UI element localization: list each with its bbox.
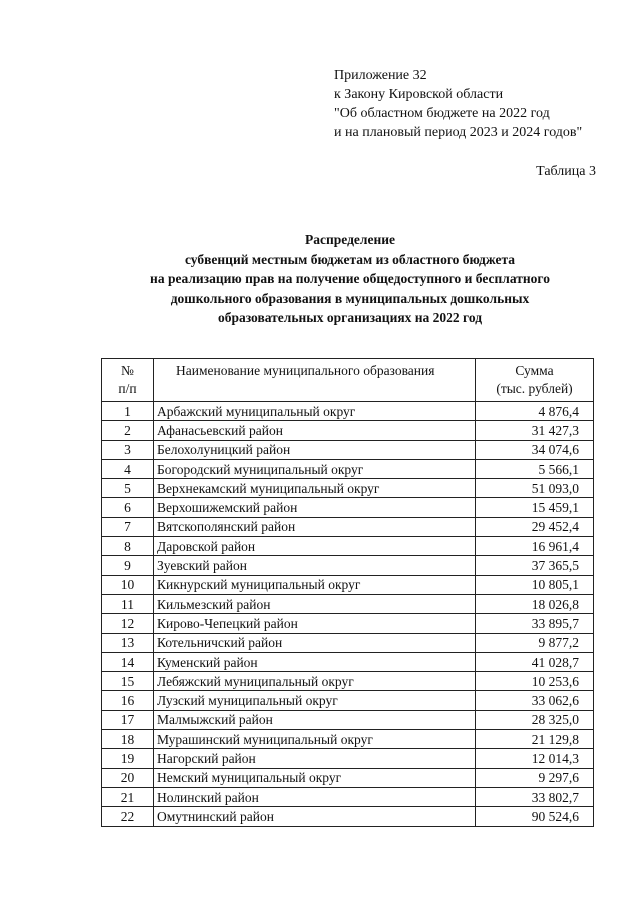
header-amount: Сумма (тыс. рублей) — [476, 359, 594, 402]
row-number: 8 — [102, 537, 154, 556]
appendix-line: "Об областном бюджете на 2022 год — [334, 106, 550, 121]
row-number: 22 — [102, 807, 154, 826]
title-line: дошкольного образования в муниципальных дошкольных — [170, 290, 530, 306]
row-number: 15 — [102, 672, 154, 691]
row-number: 18 — [102, 730, 154, 749]
table-row — [102, 730, 594, 749]
row-municipality: Нагорский район — [154, 749, 476, 768]
table-row — [102, 652, 594, 671]
row-amount: 34 074,6 — [476, 440, 594, 459]
row-number: 10 — [102, 575, 154, 594]
row-amount: 15 459,1 — [476, 498, 594, 517]
row-municipality: Котельничский район — [154, 633, 476, 652]
row-amount: 29 452,4 — [476, 517, 594, 536]
table-row — [102, 402, 594, 421]
row-amount: 37 365,5 — [476, 556, 594, 575]
table-body — [102, 402, 594, 827]
row-amount: 4 876,4 — [476, 402, 594, 421]
row-amount: 10 253,6 — [476, 672, 594, 691]
row-municipality: Малмыжский район — [154, 710, 476, 729]
table-row — [102, 672, 594, 691]
row-municipality: Богородский муниципальный округ — [154, 459, 476, 478]
table-row — [102, 749, 594, 768]
row-number: 14 — [102, 652, 154, 671]
row-municipality: Мурашинский муниципальный округ — [154, 730, 476, 749]
subsidy-table-container — [101, 358, 594, 827]
table-row — [102, 768, 594, 787]
row-municipality: Кирово-Чепецкий район — [154, 614, 476, 633]
header-number: № п/п — [102, 359, 154, 402]
table-header-row — [102, 359, 594, 402]
row-number: 1 — [102, 402, 154, 421]
appendix-line: к Закону Кировской области — [334, 87, 504, 102]
row-amount: 33 062,6 — [476, 691, 594, 710]
row-number: 20 — [102, 768, 154, 787]
row-municipality: Нолинский район — [154, 787, 476, 806]
row-municipality: Белохолуницкий район — [154, 440, 476, 459]
table-reference: Таблица 3 — [536, 164, 596, 179]
table-row — [102, 691, 594, 710]
row-amount: 33 802,7 — [476, 787, 594, 806]
table-row — [102, 421, 594, 440]
row-municipality: Кильмезский район — [154, 594, 476, 613]
row-number: 2 — [102, 421, 154, 440]
row-number: 17 — [102, 710, 154, 729]
row-municipality: Немский муниципальный округ — [154, 768, 476, 787]
row-municipality: Лузский муниципальный округ — [154, 691, 476, 710]
row-amount: 28 325,0 — [476, 710, 594, 729]
row-municipality: Верхошижемский район — [154, 498, 476, 517]
table-row — [102, 479, 594, 498]
row-municipality: Зуевский район — [154, 556, 476, 575]
row-number: 11 — [102, 594, 154, 613]
table-row — [102, 807, 594, 826]
row-municipality: Верхнекамский муниципальный округ — [154, 479, 476, 498]
row-number: 19 — [102, 749, 154, 768]
row-amount: 41 028,7 — [476, 652, 594, 671]
row-number: 4 — [102, 459, 154, 478]
title-line: субвенций местным бюджетам из областного бюджета — [184, 251, 516, 267]
table-row — [102, 498, 594, 517]
row-municipality: Омутнинский район — [154, 807, 476, 826]
title-line: на реализацию прав на получение общедоступного и бесплатного — [150, 271, 550, 286]
table-row — [102, 594, 594, 613]
table-row — [102, 556, 594, 575]
row-number: 21 — [102, 787, 154, 806]
title-line: образовательных организациях на 2022 год — [217, 310, 483, 325]
row-municipality: Куменский район — [154, 652, 476, 671]
row-number: 13 — [102, 633, 154, 652]
row-amount: 10 805,1 — [476, 575, 594, 594]
row-number: 16 — [102, 691, 154, 710]
row-number: 3 — [102, 440, 154, 459]
row-amount: 31 427,3 — [476, 421, 594, 440]
table-row — [102, 633, 594, 652]
row-municipality: Афанасьевский район — [154, 421, 476, 440]
row-amount: 51 093,0 — [476, 479, 594, 498]
header-municipality: Наименование муниципального образования — [154, 359, 476, 402]
appendix-line: и на плановый период 2023 и 2024 годов" — [334, 125, 583, 140]
row-amount: 9 877,2 — [476, 633, 594, 652]
row-municipality: Вятскополянский район — [154, 517, 476, 536]
row-municipality: Кикнурский муниципальный округ — [154, 575, 476, 594]
row-number: 12 — [102, 614, 154, 633]
row-municipality: Лебяжский муниципальный округ — [154, 672, 476, 691]
row-municipality: Арбажский муниципальный округ — [154, 402, 476, 421]
row-number: 5 — [102, 479, 154, 498]
table-row — [102, 614, 594, 633]
subsidy-table — [101, 358, 594, 827]
row-amount: 21 129,8 — [476, 730, 594, 749]
row-amount: 90 524,6 — [476, 807, 594, 826]
row-number: 9 — [102, 556, 154, 575]
table-row — [102, 537, 594, 556]
row-amount: 18 026,8 — [476, 594, 594, 613]
table-row — [102, 787, 594, 806]
table-row — [102, 710, 594, 729]
title-line: Распределение — [304, 232, 396, 247]
table-row — [102, 440, 594, 459]
document-title — [0, 230, 640, 328]
table-row — [102, 575, 594, 594]
row-municipality: Даровской район — [154, 537, 476, 556]
table-row — [102, 459, 594, 478]
row-amount: 12 014,3 — [476, 749, 594, 768]
row-number: 7 — [102, 517, 154, 536]
appendix-line: Приложение 32 — [334, 68, 427, 83]
row-amount: 5 566,1 — [476, 459, 594, 478]
row-amount: 9 297,6 — [476, 768, 594, 787]
table-row — [102, 517, 594, 536]
row-number: 6 — [102, 498, 154, 517]
row-amount: 33 895,7 — [476, 614, 594, 633]
row-amount: 16 961,4 — [476, 537, 594, 556]
appendix-note — [334, 66, 582, 142]
